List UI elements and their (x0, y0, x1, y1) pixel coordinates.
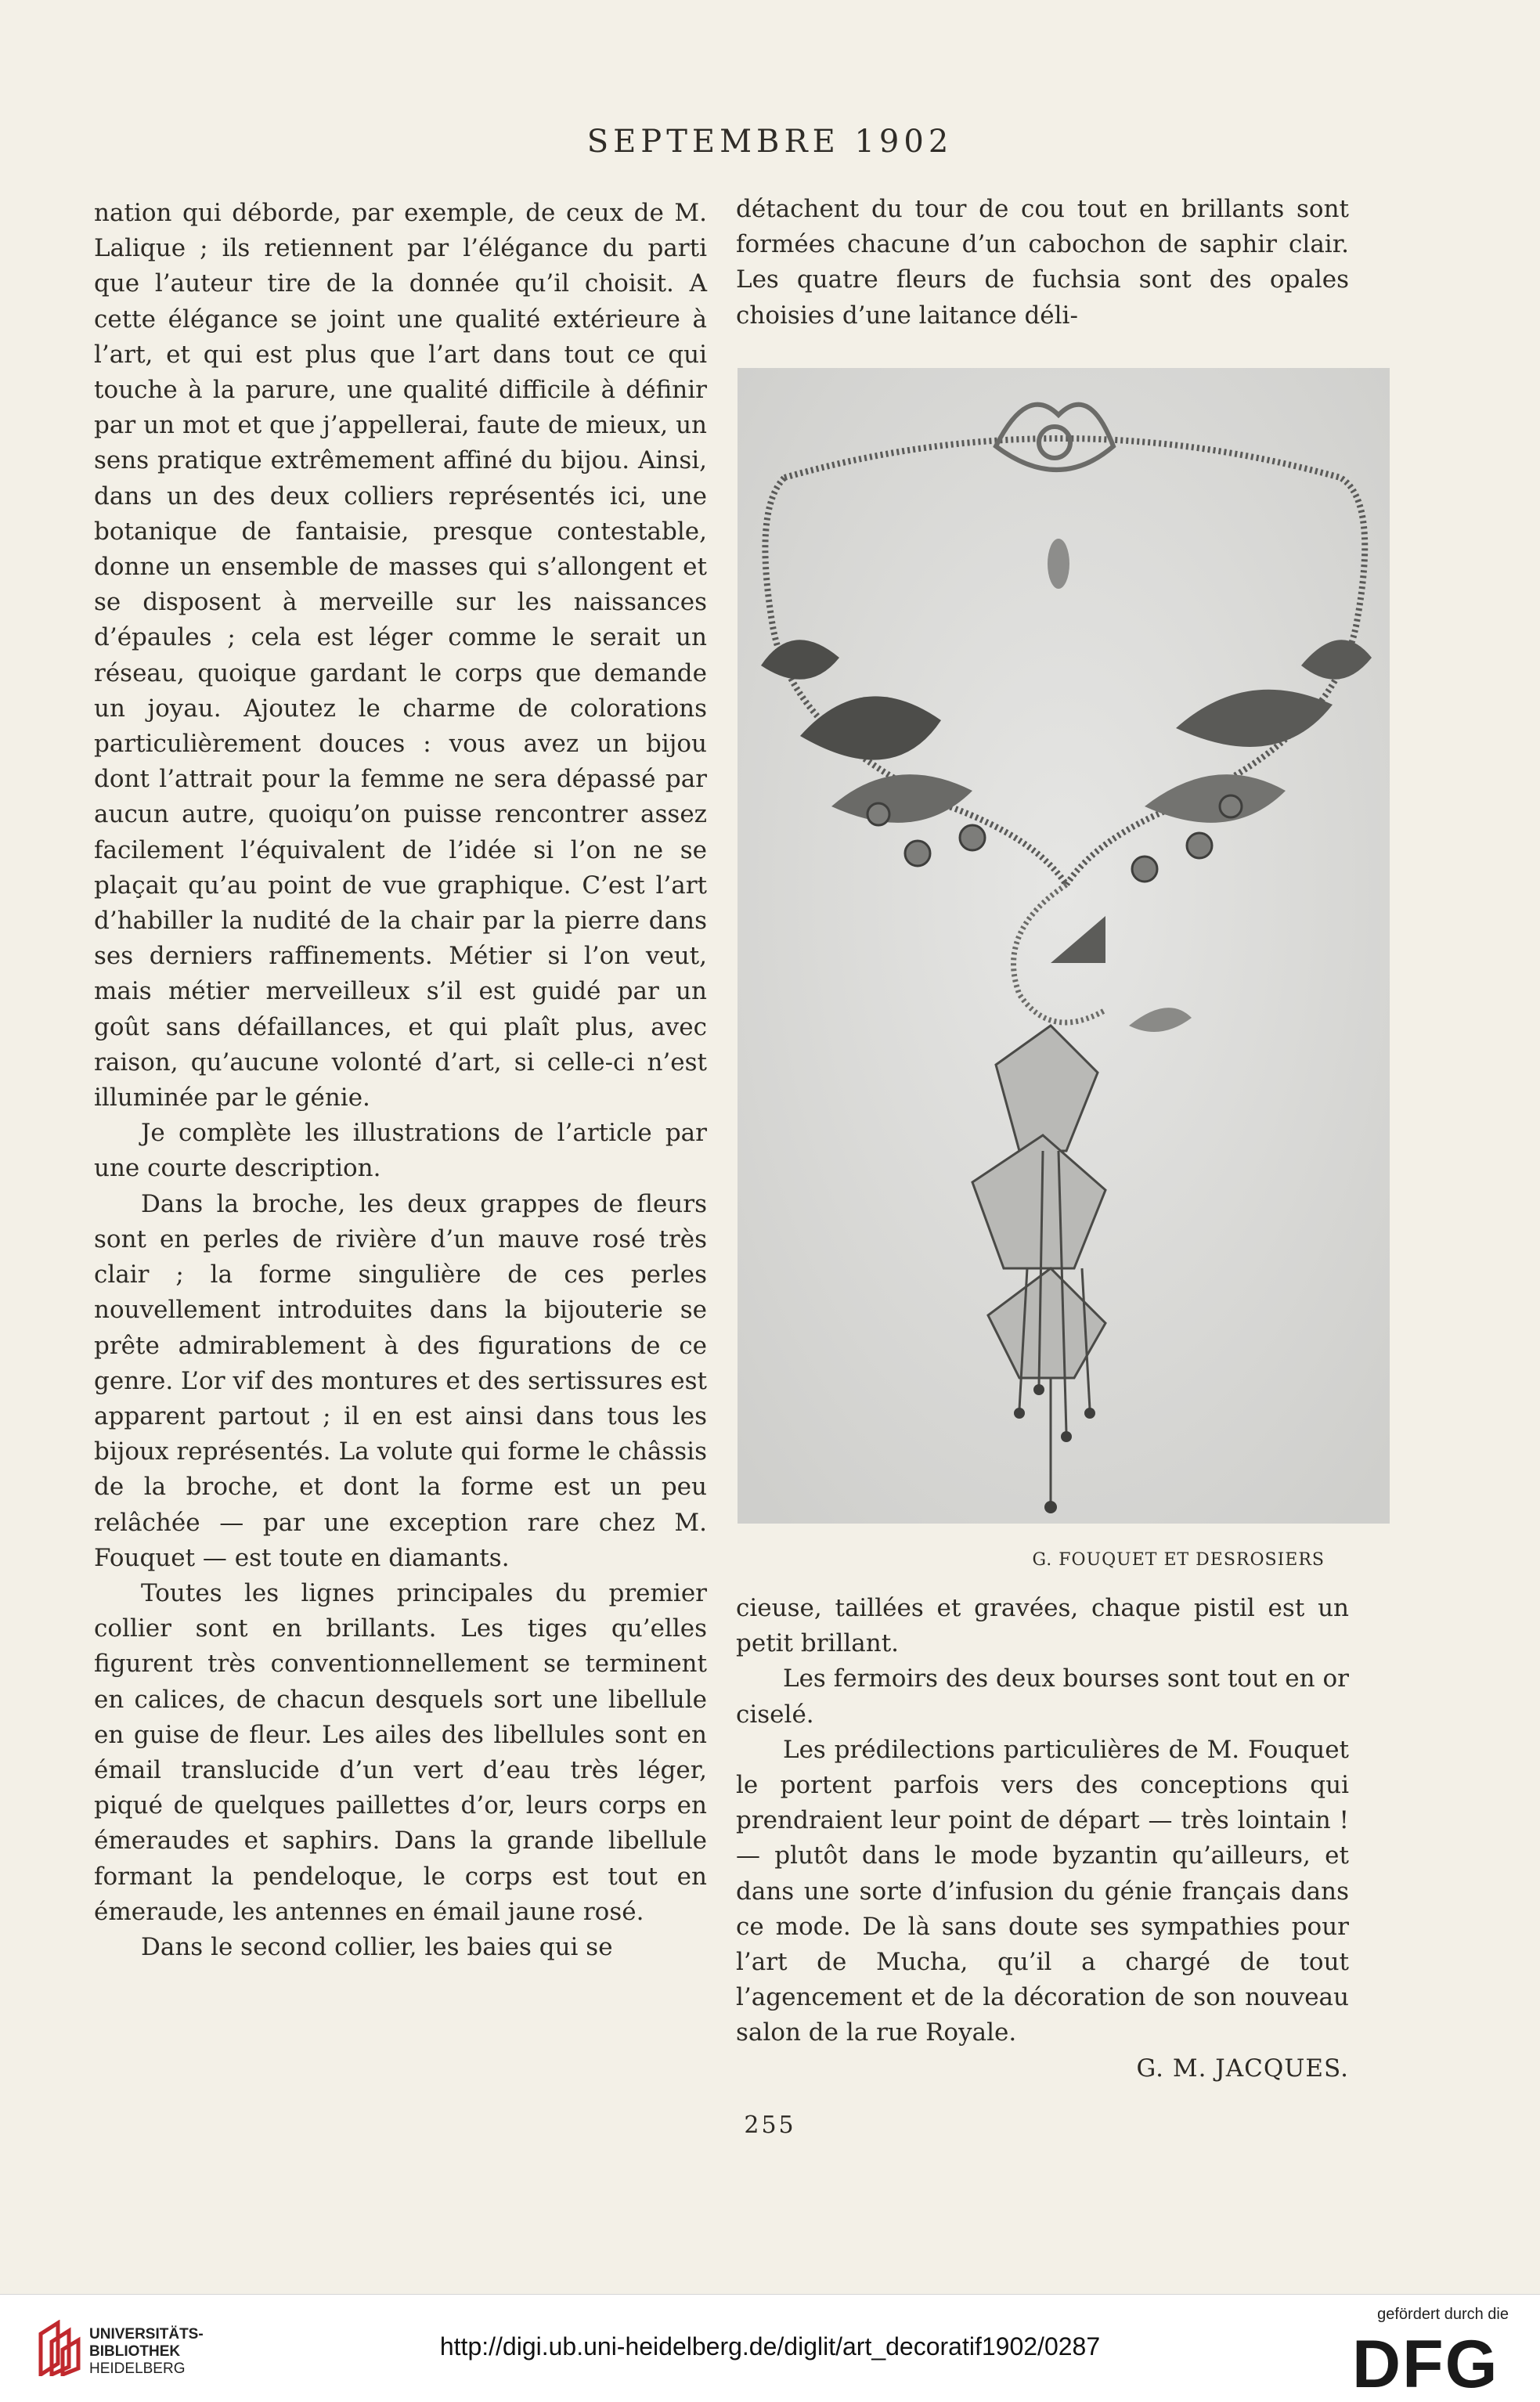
dfg-logo-icon (1352, 2329, 1509, 2392)
library-name-line: HEIDELBERG (89, 2361, 186, 2377)
paragraph: Dans la broche, les deux grappes de fleurs sont en perles de rivière d’un mauve rosé très clair ; la forme singulière de ces perles nouvellement introduites dans la bijouterie se prête admirablement à des figurations de ce genre. L’or vif des montures et des sertissures est apparent partout ; il en est ainsi dans tous les bijoux représentés. La volute qui forme le châssis de la broche, et dont la forme est un peu relâchée — par une exception rare chez M. Fouquet — est toute en diamants. (94, 1189, 707, 1572)
paragraph: Les fermoirs des deux bourses sont tout en or ciselé. (736, 1664, 1349, 1729)
right-text-column-bottom (736, 1591, 1349, 2086)
necklace-photograph (738, 368, 1390, 1524)
necklace-illustration (738, 368, 1390, 1524)
paragraph: nation qui déborde, par exemple, de ceux de M. Lalique ; ils retiennent par l’élégance du parti que l’auteur tire de la donnée qu’il choisit. A cette élégance se joint une qualité extérieure à l’art, et qui est plus que l’art dans tout ce qui touche à la parure, une qualité difficile à définir par un mot et que j’appellerai, faute de mieux, un sens pratique extrêmement affiné du bijou. Ainsi, dans un des deux colliers représentés ici, une botanique de fantaisie, presque contestable, donne un ensemble de masses qui s’allongent et se disposent à merveille sur les naissances d’épaules ; cela est léger comme le serait un réseau, quoique gardant le corps que demande un joyau. Ajoutez le charme de colorations particulièrement douces : vous avez un bijou dont l’attrait pour la femme ne sera dépassé par aucun autre, quoiqu’on puisse rencontrer assez facilement l’équivalent de l’idée si l’on ne se plaçait qu’au point de vue graphique. C’est l’art d’habiller la nudité de la chair par la pierre dans ses derniers raffinements. Métier si l’on veut, mais métier merveilleux s’il est guidé par un goût sans défaillances, et qui plaît plus, avec raison, qu’aucune volonté d’art, si celle-ci n’est illuminée par le génie. (94, 199, 707, 1113)
digitization-footer (0, 2294, 1540, 2402)
paragraph: Je complète les illustrations de l’article par une courte description. (94, 1119, 707, 1183)
library-name-line: UNIVERSITÄTS- (89, 2326, 204, 2342)
permalink-url[interactable]: http://digi.ub.uni-heidelberg.de/diglit/art_decoratif1902/0287 (439, 2332, 1101, 2361)
dfg-logo-text: DFG (1352, 2329, 1499, 2392)
author-signature: G. M. JACQUES. (1136, 2054, 1349, 2083)
paragraph: Dans le second collier, les baies qui se (141, 1932, 613, 1961)
library-name-line: BIBLIOTHEK (89, 2343, 181, 2360)
left-text-column (94, 196, 707, 1965)
right-text-column-top (736, 192, 1349, 334)
paragraph: Les prédilections particulières de M. Fouquet le portent parfois vers des conceptions qui prendraient leur point de départ — très lointain ! — plutôt dans le mode byzantin qu’ailleurs, et dans une sorte d’infusion du génie français dans ce mode. De là sans doute ses sympathies pour l’art de Mucha, qu’il a chargé de tout l’agencement et de la décoration de son nouveau salon de la rue Royale. (736, 1735, 1349, 2047)
paragraph: Toutes les lignes principales du premier collier sont en brillants. Les tiges qu’elles figurent très conventionnellement se terminent en calices, de chacun desquels sort une libellule en guise de fleur. Les ailes des libellules sont en émail translucide d’un vert d’eau très léger, piqué de quelques paillettes d’or, leurs corps en émeraudes et saphirs. Dans la grande libellule formant la pendeloque, le corps est tout en émeraude, les antennes en émail jaune rosé. (94, 1578, 707, 1926)
page-number: 255 (744, 2112, 796, 2139)
figure-caption: G. FOUQUET ET DESROSIERS (1032, 1550, 1325, 1570)
paragraph: détachent du tour de cou tout en brillants sont formées chacune d’un cabochon de saphir clair. Les quatre fleurs de fuchsia sont des opales choisies d’une laitance déli- (736, 195, 1349, 330)
running-title: SEPTEMBRE 1902 (586, 124, 954, 160)
paragraph: cieuse, taillées et gravées, chaque pistil est un petit brillant. (736, 1594, 1349, 1658)
funding-label: gefördert durch die (1377, 2306, 1509, 2323)
signature-line (736, 2051, 1349, 2086)
